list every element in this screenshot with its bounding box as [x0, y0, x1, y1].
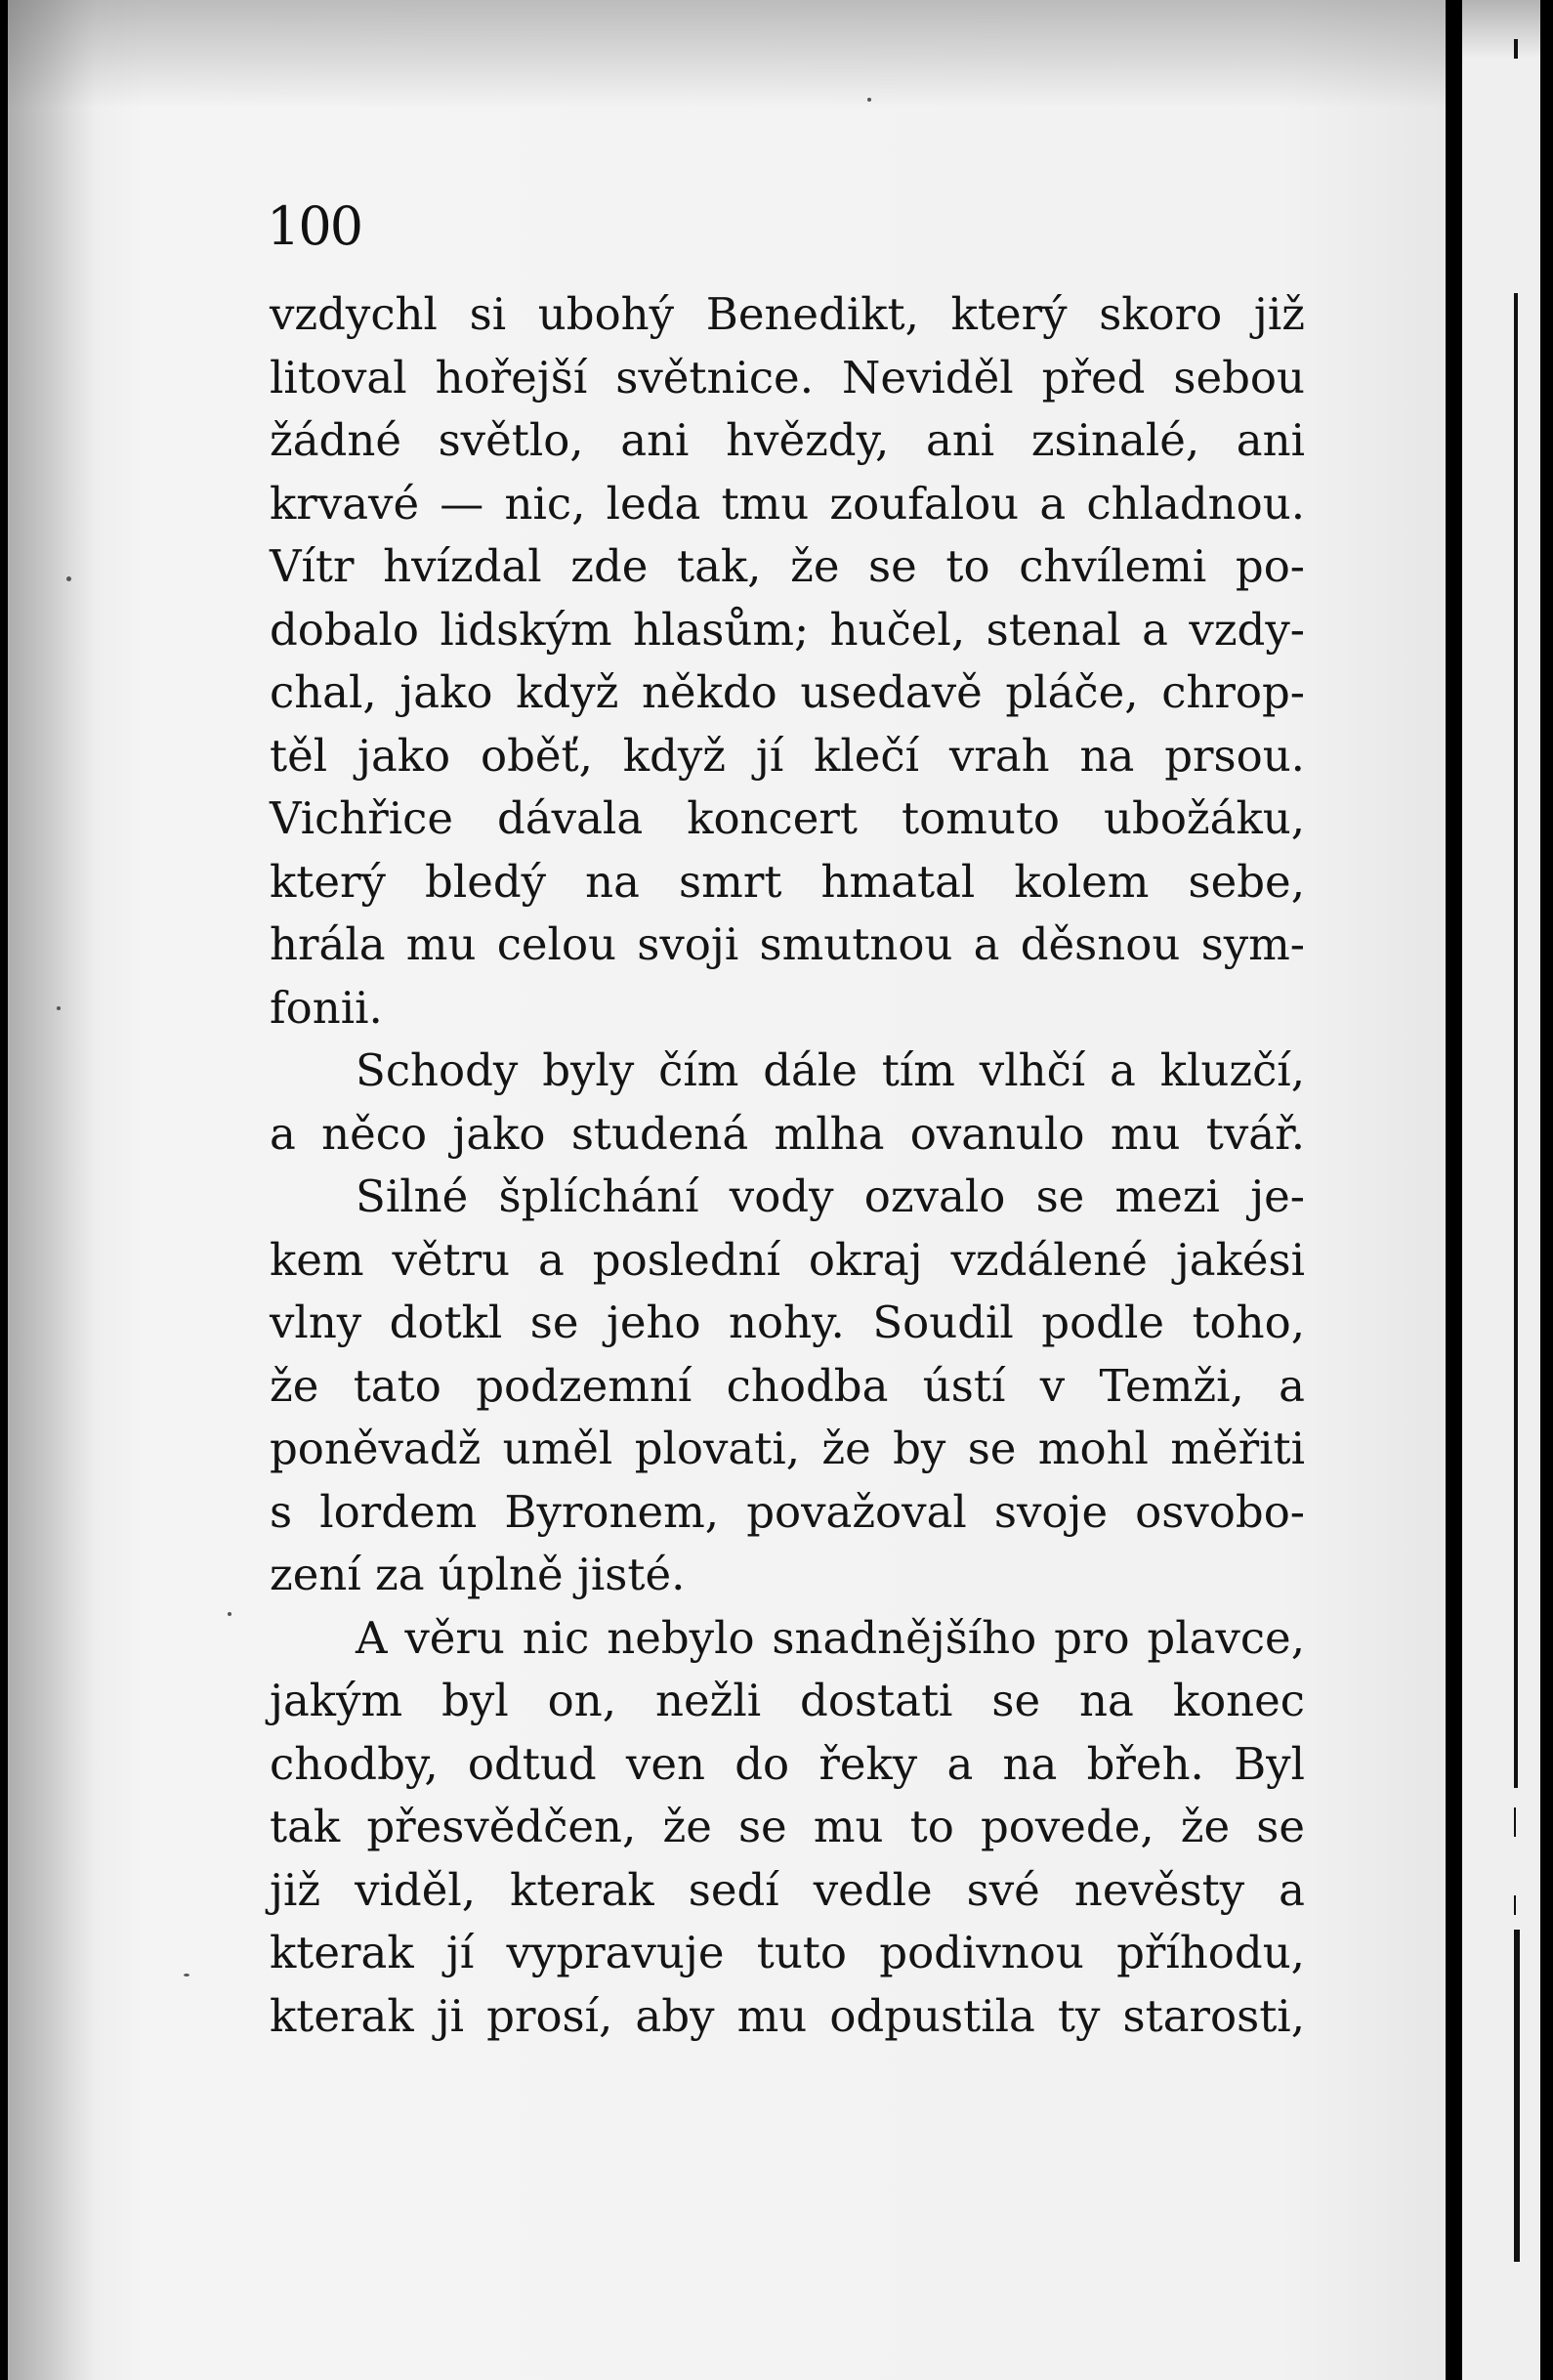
- text-line: jakým byl on, nežli dostati se na konec: [270, 1675, 1305, 1726]
- text-line: Vichřice dávala koncert tomuto ubožáku,: [270, 792, 1305, 844]
- text-line: tak přesvědčen, že se mu to povede, že se: [270, 1801, 1305, 1852]
- text-line: vzdychl si ubohý Benedikt, který skoro již: [270, 288, 1305, 340]
- edge-mark: [1514, 1807, 1516, 1837]
- text-line: zení za úplně jisté.: [270, 1549, 686, 1600]
- edge-mark: [1514, 1930, 1520, 2262]
- text-line: Vítr hvízdal zde tak, že se to chvílemi po-: [270, 540, 1305, 592]
- page-left-shadow: [8, 0, 96, 2380]
- text-line: chodby, odtud ven do řeky a na břeh. Byl: [270, 1737, 1305, 1790]
- text-line: a něco jako studená mlha ovanulo mu tvář.: [270, 1107, 1305, 1160]
- text-line: dobalo lidským hlasům; hučel, stenal a vzdy-: [270, 603, 1305, 656]
- next-page-edge-shadow: [1462, 0, 1540, 59]
- text-line: kterak ji prosí, aby mu odpustila ty starosti,: [270, 1989, 1305, 2042]
- text-line: A věru nic nebylo snadnějšího pro plavce,: [356, 1611, 1305, 1664]
- edge-mark: [1514, 293, 1518, 1788]
- paper-speck: [184, 1974, 189, 1976]
- book-page: [8, 0, 1455, 2380]
- text-line: který bledý na smrt hmatal kolem sebe,: [270, 855, 1305, 908]
- text-line: vlny dotkl se jeho nohy. Soudil podle toho,: [270, 1296, 1305, 1348]
- paper-speck: [57, 1006, 61, 1010]
- edge-mark: [1514, 1895, 1516, 1915]
- text-line: kem větru a poslední okraj vzdálené jakési: [270, 1233, 1305, 1286]
- text-line: těl jako oběť, když jí klečí vrah na prsou.: [270, 729, 1305, 782]
- paper-speck: [867, 98, 871, 102]
- text-line: chal, jako když někdo usedavě pláče, chrop-: [270, 666, 1305, 718]
- text-line: již viděl, kterak sedí vedle své nevěsty a: [270, 1863, 1305, 1916]
- text-line: Schody byly čím dále tím vlhčí a kluzčí,: [356, 1044, 1305, 1096]
- text-line: litoval hořejší světnice. Neviděl před sebou: [270, 351, 1305, 404]
- text-line: žádné světlo, ani hvězdy, ani zsinalé, ani: [270, 414, 1305, 466]
- page-number: 100: [267, 195, 362, 257]
- paper-speck: [66, 576, 71, 581]
- text-line: hrála mu celou svoji smutnou a děsnou sym-: [270, 918, 1305, 970]
- text-line: poněvadž uměl plovati, že by se mohl měřiti: [270, 1423, 1305, 1474]
- text-line: že tato podzemní chodba ústí v Temži, a: [270, 1359, 1305, 1412]
- page-top-shadow: [8, 0, 1455, 107]
- text-line: krvavé — nic, leda tmu zoufalou a chladnou.: [270, 477, 1305, 530]
- paper-speck: [228, 1612, 231, 1616]
- text-line: kterak jí vypravuje tuto podivnou příhodu,: [270, 1927, 1305, 1978]
- text-line: Silné šplíchání vody ozvalo se mezi je-: [356, 1170, 1305, 1222]
- body-text: [270, 283, 1305, 2048]
- text-line: fonii.: [270, 981, 383, 1034]
- text-line: s lordem Byronem, považoval svoje osvobo-: [270, 1485, 1305, 1538]
- next-page-edge: [1462, 0, 1540, 2380]
- edge-mark: [1514, 39, 1518, 59]
